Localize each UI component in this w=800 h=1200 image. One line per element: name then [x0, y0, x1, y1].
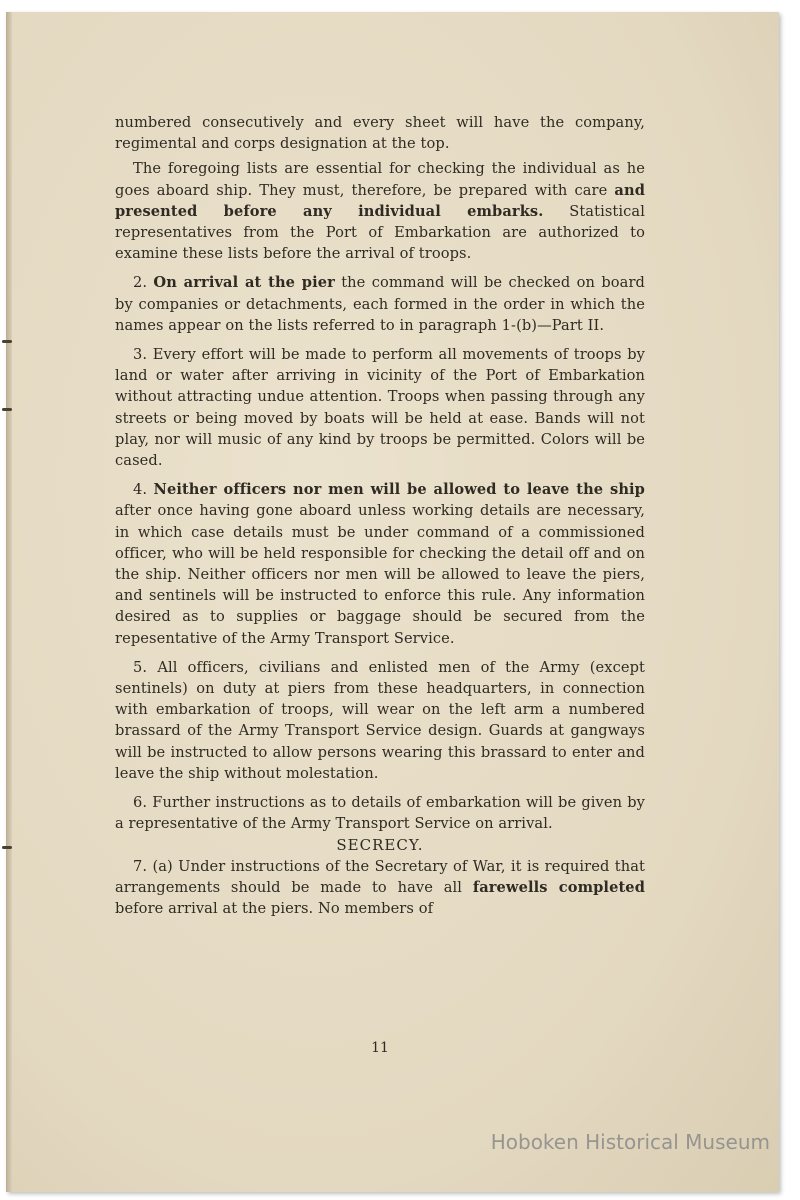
paragraph-6: 6. Further instructions as to details of embarkation will be given by a representative of the Army Transport Service on arrival. [115, 794, 645, 833]
binding-stitch [2, 408, 12, 411]
paragraph-3: 3. Every effort will be made to perform all movements of troops by land or water after arriving in vicinity of the Port of Embarkation without attracting undue attention. Troops when passing through any streets or being moved by boats will be held at ease. Bands will not play, nor will music of any kind by troops be permitted. Colors will be cased. [115, 346, 645, 470]
paragraph-7: 7. (a) Under instructions of the Secretary of War, it is required that arrangements should be made to have all farewells completed before arrival at the piers. No members of [115, 857, 645, 918]
paragraph-5: 5. All officers, civilians and enlisted men of the Army (except sentinels) on duty at piers from these headquarters, in connection with embarkation of troops, will wear on the left arm a numbered brassard of the Army Transport Service design. Guards at gangways will be instructed to allow persons wearing this brassard to enter and leave the ship without molestation. [115, 658, 645, 782]
paragraph-2: 2. On arrival at the pier the command will be checked on board by companies or detachments, each formed in the order in which the names appear on the lists referred to in paragraph 1-(b)—Part II. [115, 274, 645, 334]
page-gutter [6, 12, 12, 1192]
paragraph-lists: The foregoing lists are essential for checking the individual as he goes aboard ship. They must, therefore, be prepared with care and presented before any individual embarks. Statistical representatives from the Port of Embarkation are authorized to examine these lists before the arrival of troops. [115, 160, 645, 263]
paragraph-continued: numbered consecutively and every sheet will have the company, regimental and corps designation at the top. [115, 114, 645, 153]
section-heading: SECRECY. [336, 835, 424, 854]
binding-stitch [2, 846, 12, 849]
page-number: 11 [371, 1040, 389, 1056]
paragraph-4: 4. Neither officers nor men will be allowed to leave the ship after once having gone aboard unless working details are necessary, in which case details must be under command of a commissioned officer, who will be held responsible for checking the detail off and on the ship. Neither officers nor men will be allowed to leave the piers, and sentinels will be instructed to enforce this rule. Any information desired as to supplies or baggage should be secured from the repesentative of the Army Transport Service. [115, 481, 645, 647]
binding-stitch [2, 340, 12, 343]
page-text [115, 112, 645, 919]
museum-watermark: Hoboken Historical Museum [490, 1130, 770, 1154]
